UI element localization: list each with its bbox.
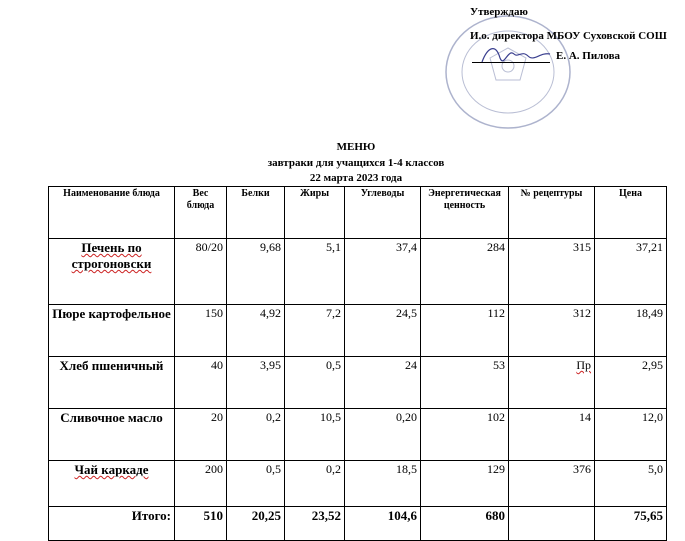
cell-carbs: 18,5 <box>345 461 421 507</box>
cell-recipe-no: 376 <box>509 461 595 507</box>
cell-weight: 40 <box>175 357 227 409</box>
approval-title: Утверждаю <box>470 6 528 18</box>
header-carbs: Углеводы <box>345 187 421 239</box>
cell-fats: 7,2 <box>285 305 345 357</box>
total-weight: 510 <box>175 507 227 541</box>
cell-price: 12,0 <box>595 409 667 461</box>
total-row <box>49 507 667 541</box>
dish-name: Сливочное масло <box>49 409 175 461</box>
table-row <box>49 461 667 507</box>
cell-price: 2,95 <box>595 357 667 409</box>
header-price: Цена <box>595 187 667 239</box>
header-recipe-no: № рецептуры <box>509 187 595 239</box>
cell-carbs: 24,5 <box>345 305 421 357</box>
menu-date: 22 марта 2023 года <box>309 172 403 184</box>
cell-weight: 80/20 <box>175 239 227 305</box>
dish-name: Пюре картофельное <box>49 305 175 357</box>
menu-table <box>48 186 667 541</box>
table-row <box>49 305 667 357</box>
cell-recipe-no: 14 <box>509 409 595 461</box>
total-price: 75,65 <box>595 507 667 541</box>
cell-fats: 0,2 <box>285 461 345 507</box>
cell-energy: 129 <box>421 461 509 507</box>
dish-name: Печень по строгоновски <box>49 239 175 305</box>
header-fats: Жиры <box>285 187 345 239</box>
cell-recipe-no: 312 <box>509 305 595 357</box>
header-weight: Вес блюда <box>175 187 227 239</box>
dish-name: Хлеб пшеничный <box>49 357 175 409</box>
cell-proteins: 0,5 <box>227 461 285 507</box>
cell-recipe-no: Пр <box>509 357 595 409</box>
cell-price: 37,21 <box>595 239 667 305</box>
total-fats: 23,52 <box>285 507 345 541</box>
cell-carbs: 37,4 <box>345 239 421 305</box>
cell-weight: 200 <box>175 461 227 507</box>
cell-energy: 284 <box>421 239 509 305</box>
approval-role: И.о. директора МБОУ Суховской СОШ <box>470 30 667 42</box>
cell-weight: 150 <box>175 305 227 357</box>
cell-recipe-no: 315 <box>509 239 595 305</box>
menu-title: МЕНЮ <box>336 141 376 153</box>
cell-carbs: 0,20 <box>345 409 421 461</box>
header-energy: Энергетическая ценность <box>421 187 509 239</box>
total-recipe-no <box>509 507 595 541</box>
menu-subtitle: завтраки для учащихся 1-4 классов <box>267 157 445 169</box>
table-row <box>49 239 667 305</box>
cell-energy: 112 <box>421 305 509 357</box>
total-energy: 680 <box>421 507 509 541</box>
cell-proteins: 9,68 <box>227 239 285 305</box>
total-proteins: 20,25 <box>227 507 285 541</box>
cell-energy: 53 <box>421 357 509 409</box>
signature <box>478 40 556 70</box>
total-carbs: 104,6 <box>345 507 421 541</box>
cell-fats: 0,5 <box>285 357 345 409</box>
cell-fats: 5,1 <box>285 239 345 305</box>
cell-price: 18,49 <box>595 305 667 357</box>
cell-proteins: 3,95 <box>227 357 285 409</box>
signature-line <box>472 62 550 63</box>
header-dish-name: Наименование блюда <box>49 187 175 239</box>
table-header-row <box>49 187 667 239</box>
cell-carbs: 24 <box>345 357 421 409</box>
table-row <box>49 357 667 409</box>
dish-name: Чай каркаде <box>49 461 175 507</box>
approval-signer: Е. А. Пилова <box>556 50 621 62</box>
header-proteins: Белки <box>227 187 285 239</box>
cell-proteins: 0,2 <box>227 409 285 461</box>
cell-fats: 10,5 <box>285 409 345 461</box>
cell-weight: 20 <box>175 409 227 461</box>
table-row <box>49 409 667 461</box>
cell-energy: 102 <box>421 409 509 461</box>
cell-price: 5,0 <box>595 461 667 507</box>
cell-proteins: 4,92 <box>227 305 285 357</box>
total-label: Итого: <box>49 507 175 541</box>
